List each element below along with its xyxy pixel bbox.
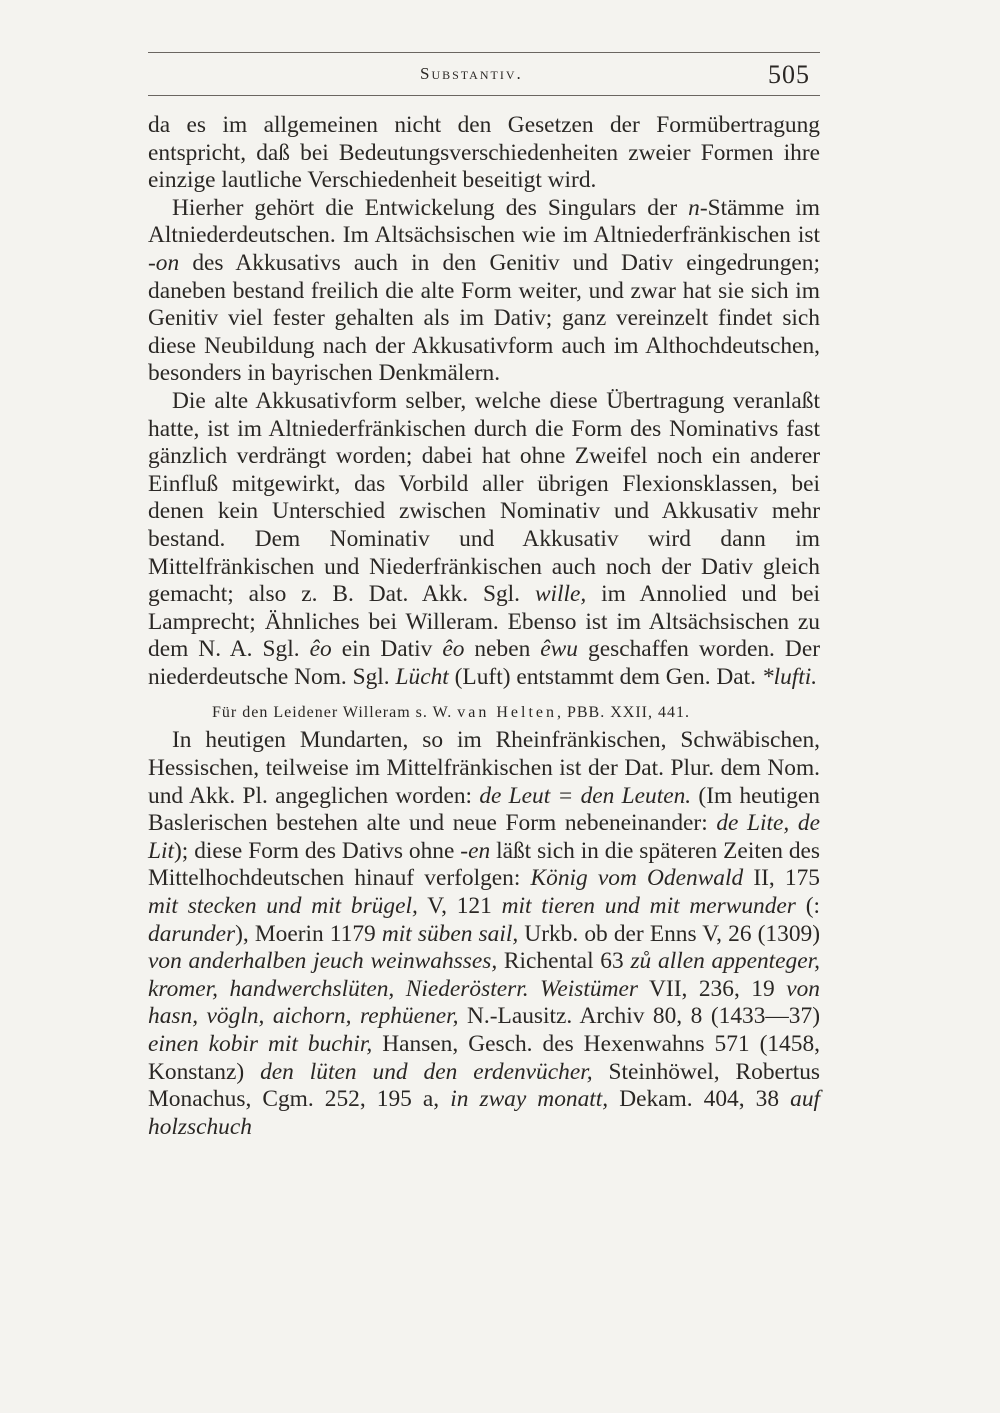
paragraph-4: In heutigen Mundarten, so im Rheinfränkischen, Schwäbischen, Hessischen, teilweise im Mittelfränkischen ist der Dat. Plur. dem Nom. und Akk. Pl. angeglichen worden: de Leut = den Leuten. (Im heutigen Baslerischen bestehen alte und neue Form nebeneinander: de Lite, de Lit); diese Form des Dativs ohne -en läßt sich in die späteren Zeiten des Mittelhochdeutschen hinauf verfolgen: König vom Odenwald II, 175 mit stecken und mit brügel, V, 121 mit tieren und mit merwunder (: darunder), Moerin 1179 mit süben sail, Urkb. ob der Enns V, 26 (1309) von anderhalben jeuch weinwahsses, Richental 63 zů allen appenteger, kromer, handwerchslüten, Niederösterr. Weistümer VII, 236, 19 von hasn, vögln, aichorn, rephüener, N.-Lausitz. Archiv 80, 8 (1433—37) einen kobir mit buchir, Hansen, Gesch. des Hexenwahns 571 (1458, Konstanz) den lüten und den erdenvücher, Steinhöwel, Robertus Monachus, Cgm. 252, 195 a, in zway monatt, Dekam. 404, 38 auf holzschuch <box>148 727 821 1140</box>
footnote: Für den Leidener Willeram s. W. van Helten, PBB. XXII, 441. <box>212 704 690 722</box>
paragraph-1: da es im allgemeinen nicht den Gesetzen der Formübertragung entspricht, daß bei Bedeutungsverschiedenheiten zweier Formen ihre einzige lautliche Verschiedenheit beseitigt wird. <box>148 112 820 194</box>
paragraph-3: Die alte Akkusativform selber, welche diese Übertragung veranlaßt hatte, ist im Altniederfränkischen durch die Form des Nominativs fast gänzlich verdrängt worden; dabei hat ohne Zweifel noch ein anderer Einfluß mitgewirkt, das Vorbild aller übrigen Flexionsklassen, bei denen kein Unterschied zwischen Nominativ und Akkusativ mehr bestand. Dem Nominativ und Akkusativ wird dann im Mittelfränkischen und Niederfränkischen auch noch der Dativ gleich gemacht; also z. B. Dat. Akk. Sgl. wille, im Annolied und bei Lamprecht; Ähnliches bei Willeram. Ebenso ist im Altsächsischen zu dem N. A. Sgl. êo ein Dativ êo neben êwu geschaffen worden. Der niederdeutsche Nom. Sgl. Lücht (Luft) entstammt dem Gen. Dat. *lufti. <box>148 387 820 690</box>
body-text <box>148 112 820 1141</box>
header-rule-bottom <box>148 95 820 96</box>
page-number: 505 <box>768 60 810 89</box>
running-head: Substantiv. <box>420 64 523 83</box>
paragraph-2: Hierher gehört die Entwickelung des Singulars der n-Stämme im Altniederdeutschen. Im Altsächsischen wie im Altniederfränkischen ist -on des Akkusativs auch in den Genitiv und Dativ eingedrungen; daneben bestand freilich die alte Form weiter, und zwar hat sie sich im Genitiv viel fester gehalten als im Dativ; ganz vereinzelt findet sich diese Neubildung nach der Akkusativform auch im Althochdeutschen, besonders in bayrischen Denkmälern. <box>148 194 820 387</box>
header-rule-top <box>148 52 820 53</box>
